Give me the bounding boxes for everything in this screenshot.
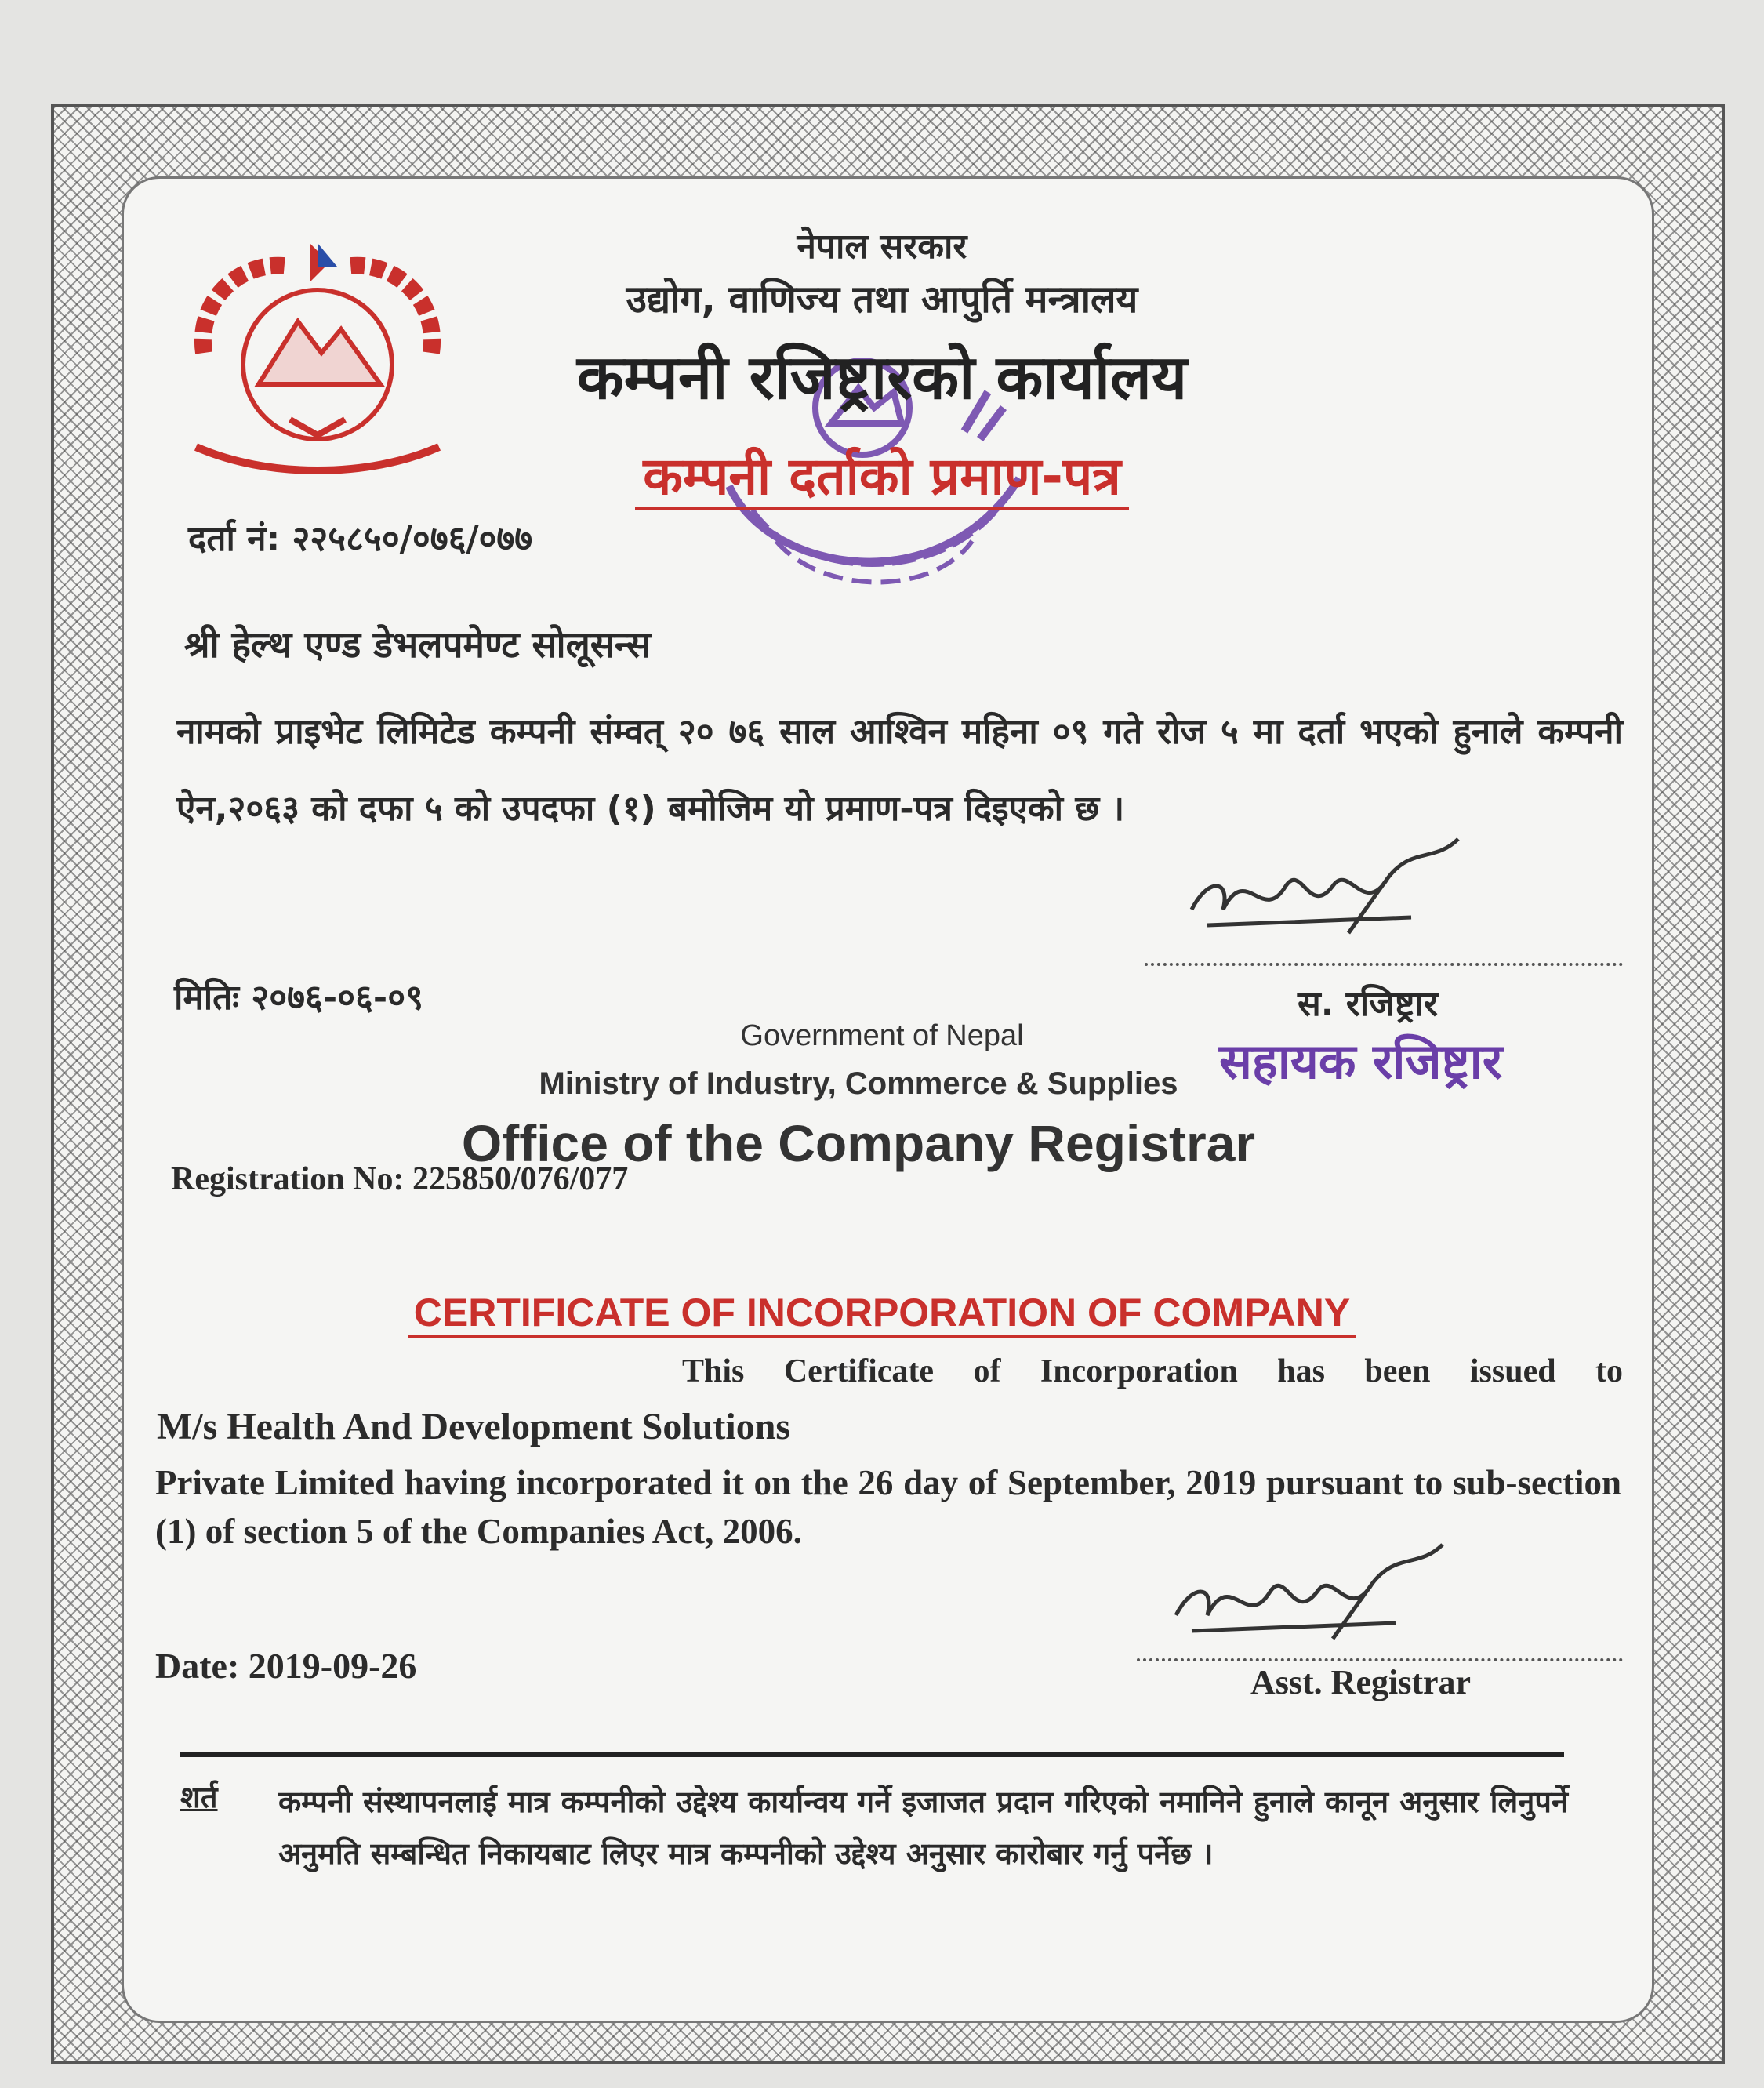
signatory-title-nepali: स. रजिष्ट्रार <box>1298 984 1438 1024</box>
office-name-english: Office of the Company Registrar <box>461 1114 1256 1172</box>
government-name-nepali: नेपाल सरकार <box>797 227 967 267</box>
issued-to-line: This Certificate of Incorporation has been issued to <box>682 1353 1623 1389</box>
stamp-signatory-title: सहायक रजिष्ट्रार <box>1219 1033 1503 1090</box>
ministry-name-nepali: उद्योग, वाणिज्य तथा आपुर्ति मन्त्रालय <box>626 278 1138 321</box>
certificate-title-nepali-text: कम्पनी दर्ताको प्रमाण-पत्र <box>635 446 1129 510</box>
signatory-title-english: Asst. Registrar <box>1250 1663 1472 1701</box>
certificate-body-english: Private Limited having incorporated it on the 26 day of September, 2019 pursuant to sub-section (1) of section 5 of the Companies Act, 2006. <box>155 1463 1621 1551</box>
government-name-english: Government of Nepal <box>740 1019 1024 1052</box>
signature-icon <box>1176 831 1490 941</box>
office-name-nepali: कम्पनी रजिष्ट्रारको कार्यालय <box>576 343 1188 413</box>
divider <box>180 1752 1564 1757</box>
company-name-nepali: श्री हेल्थ एण्ड डेभलपमेण्ट सोलूसन्स <box>184 623 651 666</box>
signature-line <box>1137 1658 1623 1661</box>
registration-number-english: Registration No: 225850/076/077 <box>171 1161 629 1197</box>
certificate-title-english <box>0 1290 1764 1335</box>
ministry-name-english: Ministry of Industry, Commerce & Supplies <box>539 1066 1178 1101</box>
certificate-body-nepali: नामको प्राइभेट लिमिटेड कम्पनी संम्वत् २० ७६ साल आश्विन महिना ०९ गते रोज ५ मा दर्ता भएको हुनाले कम्पनी ऐन,२०६३ को दफा ५ को उपदफा (१) बमोजिम यो प्रमाण-पत्र दिइएको छ । <box>176 712 1623 829</box>
certificate-title-nepali <box>0 439 1764 510</box>
issue-date-english: Date: 2019-09-26 <box>155 1646 417 1686</box>
signature-icon <box>1160 1537 1474 1647</box>
company-name-english: M/s Health And Development Solutions <box>157 1406 791 1447</box>
registration-number-nepali: दर्ता नं: २२५८५०/०७६/०७७ <box>188 519 533 559</box>
signature-line <box>1145 963 1623 966</box>
condition-label: शर्त <box>180 1780 218 1814</box>
certificate-title-english-text: CERTIFICATE OF INCORPORATION OF COMPANY <box>408 1291 1356 1338</box>
condition-text: कम्पनी संस्थापनलाई मात्र कम्पनीको उद्देश्य कार्यान्वय गर्ने इजाजत प्रदान गरिएको नमानिने हुनाले कानून अनुसार लिनुपर्ने अनुमति सम्बन्धित निकायबाट लिएर मात्र कम्पनीको उद्देश्य अनुसार कारोबार गर्नु पर्नेछ । <box>278 1785 1568 1871</box>
issue-date-nepali: मितिः २०७६-०६-०९ <box>174 978 423 1018</box>
